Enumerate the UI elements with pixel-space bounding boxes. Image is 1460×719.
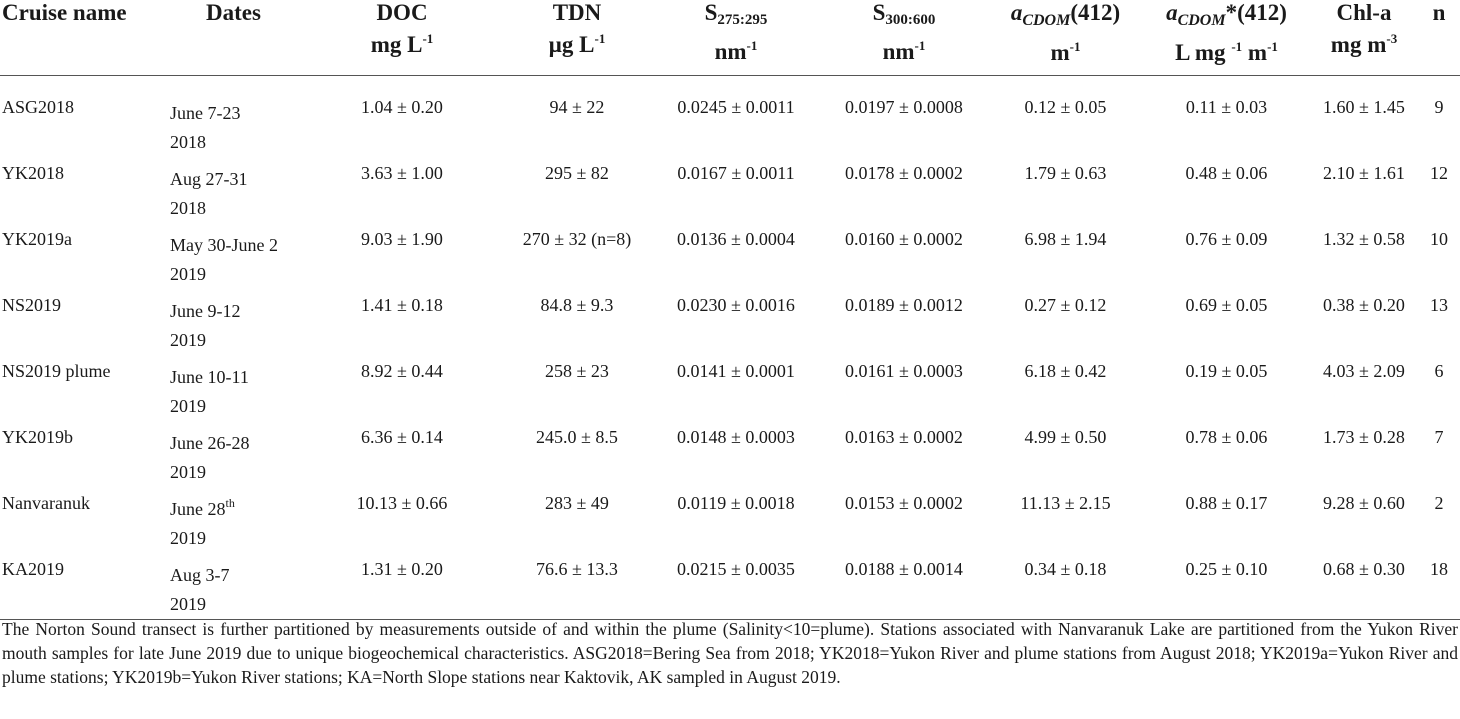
cell-dates: June 10-11 2019 bbox=[170, 367, 249, 416]
cell-tdn: 283 ± 49 bbox=[545, 493, 609, 513]
cell-acdom-star-412: 0.19 ± 0.05 bbox=[1185, 361, 1268, 381]
cell-s300-600: 0.0189 ± 0.0012 bbox=[845, 295, 963, 315]
cell-s275-295: 0.0245 ± 0.0011 bbox=[677, 97, 795, 117]
cell-acdom-412: 11.13 ± 2.15 bbox=[1020, 493, 1111, 513]
cell-doc: 10.13 ± 0.66 bbox=[356, 493, 448, 513]
cell-acdom-star-412: 0.88 ± 0.17 bbox=[1185, 493, 1268, 513]
cell-s300-600: 0.0188 ± 0.0014 bbox=[845, 559, 963, 579]
cell-doc: 1.31 ± 0.20 bbox=[361, 559, 443, 579]
table-row bbox=[0, 291, 1460, 357]
cell-s275-295: 0.0167 ± 0.0011 bbox=[677, 163, 795, 183]
cell-n: 9 bbox=[1434, 97, 1444, 117]
cell-acdom-412: 6.98 ± 1.94 bbox=[1024, 229, 1107, 249]
table-row bbox=[0, 357, 1460, 423]
table-footnote: The Norton Sound transect is further partitioned by measurements outside of and within the plume (Salinity<10=plume). Stations associated with Nanvaranuk Lake are partitioned from the Yukon River mouth samples for late June 2019 due to unique biogeochemical characteristics. ASG2018=Bering Sea from 2018; YK2018=Yukon River and plume stations from August 2018; YK2019a=Yukon River and plume stations; YK2019b=Yukon River stations; KA=North Slope stations near Kaktovik, AK sampled in August 2019. bbox=[2, 619, 1458, 687]
cell-n: 10 bbox=[1430, 229, 1448, 249]
cell-chl-a: 2.10 ± 1.61 bbox=[1323, 163, 1405, 183]
cell-doc: 8.92 ± 0.44 bbox=[361, 361, 443, 381]
cell-tdn: 270 ± 32 (n=8) bbox=[522, 229, 632, 249]
cell-dates: June 9-12 2019 bbox=[170, 301, 241, 350]
cell-dates: Aug 3-7 2019 bbox=[170, 565, 230, 614]
cell-cruise-name: ASG2018 bbox=[2, 97, 75, 117]
cell-chl-a: 4.03 ± 2.09 bbox=[1323, 361, 1405, 381]
cell-chl-a: 1.73 ± 0.28 bbox=[1323, 427, 1405, 447]
header-chl-a: Chl-a mg $m^{-3}$ bbox=[1330, 0, 1398, 57]
cell-acdom-star-412: 0.76 ± 0.09 bbox=[1185, 229, 1268, 249]
cell-doc: 1.04 ± 0.20 bbox=[361, 97, 443, 117]
cell-dates: June 28th 2019 bbox=[170, 496, 235, 548]
cell-cruise-name: YK2019b bbox=[2, 427, 73, 447]
cell-n: 13 bbox=[1430, 295, 1448, 315]
cell-tdn: 258 ± 23 bbox=[545, 361, 609, 381]
cell-acdom-412: 0.34 ± 0.18 bbox=[1024, 559, 1107, 579]
cell-s275-295: 0.0119 ± 0.0018 bbox=[677, 493, 795, 513]
cell-tdn: 94 ± 22 bbox=[549, 97, 605, 117]
cell-acdom-412: 0.27 ± 0.12 bbox=[1024, 295, 1107, 315]
cell-doc: 3.63 ± 1.00 bbox=[361, 163, 443, 183]
cell-acdom-412: 0.12 ± 0.05 bbox=[1024, 97, 1107, 117]
cell-n: 7 bbox=[1434, 427, 1444, 447]
cell-acdom-star-412: 0.69 ± 0.05 bbox=[1185, 295, 1268, 315]
cell-n: 12 bbox=[1430, 163, 1448, 183]
cell-s300-600: 0.0161 ± 0.0003 bbox=[845, 361, 963, 381]
cell-doc: 1.41 ± 0.18 bbox=[361, 295, 443, 315]
cell-tdn: 245.0 ± 8.5 bbox=[536, 427, 618, 447]
cell-dates: May 30-June 2 2019 bbox=[170, 235, 278, 284]
header-acdom-412: $a_{CDOM}(412)$ $m^{-1}$ bbox=[1010, 0, 1121, 65]
cell-dates: June 26-28 2019 bbox=[170, 433, 250, 482]
cell-cruise-name: NS2019 plume bbox=[2, 361, 111, 381]
cell-n: 6 bbox=[1434, 361, 1444, 381]
cell-dates: June 7-23 2018 bbox=[170, 103, 241, 152]
table-row bbox=[0, 423, 1460, 489]
header-cruise-name: Cruise name bbox=[2, 0, 127, 25]
table-row bbox=[0, 76, 1460, 160]
cell-s275-295: 0.0230 ± 0.0016 bbox=[677, 295, 795, 315]
cell-tdn: 84.8 ± 9.3 bbox=[540, 295, 614, 315]
header-tdn: TDN µg $L^{-1}$ bbox=[548, 0, 606, 57]
header-s300-600: $S_{300:600}$ $nm^{-1}$ bbox=[872, 0, 936, 64]
cell-acdom-star-412: 0.25 ± 0.10 bbox=[1185, 559, 1268, 579]
cell-doc: 9.03 ± 1.90 bbox=[361, 229, 443, 249]
cell-chl-a: 1.60 ± 1.45 bbox=[1323, 97, 1405, 117]
cell-cruise-name: YK2019a bbox=[2, 229, 72, 249]
cell-cruise-name: NS2019 bbox=[2, 295, 62, 315]
cell-chl-a: 0.38 ± 0.20 bbox=[1323, 295, 1405, 315]
cell-acdom-412: 6.18 ± 0.42 bbox=[1024, 361, 1107, 381]
cell-acdom-star-412: 0.48 ± 0.06 bbox=[1185, 163, 1268, 183]
table-row bbox=[0, 159, 1460, 225]
header-acdom-star-412: $a_{CDOM}*(412)$ L mg $^{-1}$ $m^{-1}$ bbox=[1166, 0, 1287, 65]
cell-tdn: 76.6 ± 13.3 bbox=[536, 559, 618, 579]
cell-cruise-name: Nanvaranuk bbox=[2, 493, 90, 513]
cell-s275-295: 0.0136 ± 0.0004 bbox=[677, 229, 795, 249]
cell-s300-600: 0.0160 ± 0.0002 bbox=[845, 229, 963, 249]
cell-s300-600: 0.0163 ± 0.0002 bbox=[845, 427, 963, 447]
header-dates: Dates bbox=[206, 0, 261, 25]
cell-tdn: 295 ± 82 bbox=[545, 163, 609, 183]
cell-acdom-star-412: 0.78 ± 0.06 bbox=[1185, 427, 1268, 447]
cell-chl-a: 0.68 ± 0.30 bbox=[1323, 559, 1405, 579]
cell-acdom-412: 4.99 ± 0.50 bbox=[1024, 427, 1107, 447]
header-n: n bbox=[1432, 0, 1446, 25]
header-row bbox=[0, 0, 1460, 76]
cell-cruise-name: KA2019 bbox=[2, 559, 64, 579]
cell-cruise-name: YK2018 bbox=[2, 163, 64, 183]
cell-s300-600: 0.0178 ± 0.0002 bbox=[845, 163, 963, 183]
cell-chl-a: 9.28 ± 0.60 bbox=[1323, 493, 1405, 513]
cell-s300-600: 0.0197 ± 0.0008 bbox=[845, 97, 963, 117]
header-doc: DOC mg $L^{-1}$ bbox=[370, 0, 434, 57]
cell-acdom-412: 1.79 ± 0.63 bbox=[1024, 163, 1107, 183]
cell-s275-295: 0.0148 ± 0.0003 bbox=[677, 427, 795, 447]
table-row bbox=[0, 489, 1460, 555]
header-s275-295: $S_{275:295}$ $nm^{-1}$ bbox=[704, 0, 768, 64]
cell-acdom-star-412: 0.11 ± 0.03 bbox=[1185, 97, 1268, 117]
cell-n: 18 bbox=[1430, 559, 1448, 579]
cell-dates: Aug 27-31 2018 bbox=[170, 169, 248, 218]
table-row bbox=[0, 555, 1460, 620]
table-row bbox=[0, 225, 1460, 291]
cell-n: 2 bbox=[1434, 493, 1444, 513]
cell-s275-295: 0.0141 ± 0.0001 bbox=[677, 361, 795, 381]
cell-s275-295: 0.0215 ± 0.0035 bbox=[677, 559, 795, 579]
cell-chl-a: 1.32 ± 0.58 bbox=[1323, 229, 1405, 249]
cell-doc: 6.36 ± 0.14 bbox=[361, 427, 443, 447]
cell-s300-600: 0.0153 ± 0.0002 bbox=[845, 493, 963, 513]
